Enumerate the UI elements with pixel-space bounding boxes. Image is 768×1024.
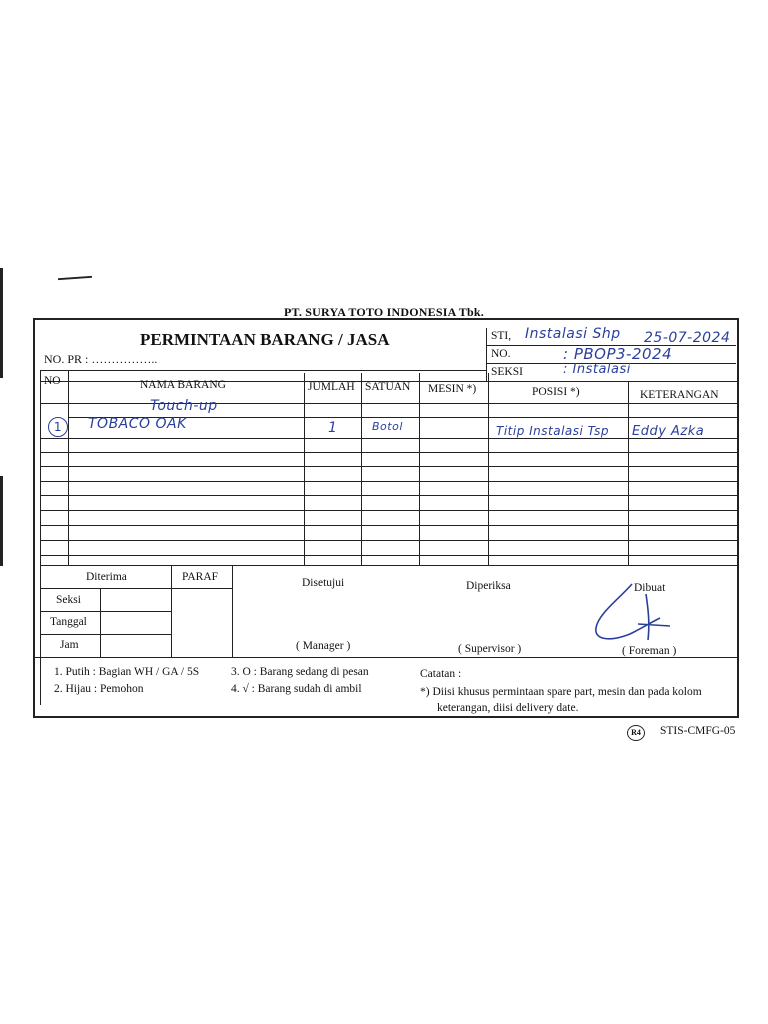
- col-header-nama-barang: NAMA BARANG: [140, 379, 226, 391]
- jam-row-label: Jam: [60, 639, 79, 651]
- item-posisi: Titip Instalasi Tsp: [496, 424, 609, 438]
- col-header-mesin: MESIN *): [428, 383, 477, 395]
- form-title: PERMINTAAN BARANG / JASA: [140, 330, 390, 349]
- scan-edge-mark: [0, 476, 3, 566]
- catatan-label: Catatan :: [420, 668, 462, 680]
- no-label: NO.: [491, 348, 511, 360]
- diterima-label: Diterima: [86, 571, 127, 583]
- col-header-satuan: SATUAN: [365, 381, 411, 393]
- legend-hijau: 2. Hijau : Pemohon: [54, 683, 144, 695]
- no-value: : PBOP3-2024: [563, 345, 673, 363]
- col-header-keterangan: KETERANGAN: [640, 389, 719, 401]
- seksi-label: SEKSI: [491, 366, 523, 378]
- item-name-line1: Touch-up: [150, 398, 218, 414]
- disetujui-label: Disetujui: [302, 577, 345, 589]
- diperiksa-label: Diperiksa: [466, 580, 511, 592]
- legend-dipesan: 3. O : Barang sedang di pesan: [231, 666, 369, 678]
- foreman-label: ( Foreman ): [622, 645, 677, 657]
- col-header-jumlah: JUMLAH: [308, 381, 355, 393]
- col-header-no: NO: [44, 375, 61, 387]
- revision-badge: R4: [627, 725, 645, 741]
- form-code: STIS-CMFG-05: [660, 725, 736, 737]
- item-jumlah: 1: [328, 420, 338, 436]
- no-pr-field: NO. PR : ……………..: [44, 352, 158, 366]
- item-no: 1: [48, 417, 68, 437]
- legend-diambil: 4. √ : Barang sudah di ambil: [231, 683, 362, 695]
- seksi-row-label: Seksi: [56, 594, 81, 606]
- foreman-signature: [590, 578, 680, 648]
- date-value: 25-07-2024: [644, 330, 731, 346]
- catatan-note-line2: keterangan, diisi delivery date.: [437, 702, 579, 714]
- col-header-posisi: POSISI *): [532, 386, 580, 398]
- sti-label: STI,: [491, 330, 512, 342]
- company-name: PT. SURYA TOTO INDONESIA Tbk.: [284, 305, 484, 319]
- sti-value: Instalasi Shp: [525, 326, 621, 342]
- item-name-line2: TOBACO OAK: [88, 416, 187, 432]
- manager-label: ( Manager ): [296, 640, 351, 652]
- supervisor-label: ( Supervisor ): [458, 643, 522, 655]
- scan-edge-mark: [0, 268, 3, 378]
- pen-stroke-mark: [58, 276, 92, 280]
- dibuat-label: Dibuat: [634, 582, 666, 594]
- item-satuan: Botol: [372, 420, 403, 433]
- tanggal-row-label: Tanggal: [50, 616, 87, 628]
- paraf-label: PARAF: [182, 571, 219, 583]
- legend-putih: 1. Putih : Bagian WH / GA / 5S: [54, 666, 200, 678]
- catatan-note-line1: *) Diisi khusus permintaan spare part, mesin dan pada kolom: [420, 686, 702, 698]
- seksi-value: : Instalasi: [563, 362, 631, 377]
- item-keterangan: Eddy Azka: [632, 424, 705, 439]
